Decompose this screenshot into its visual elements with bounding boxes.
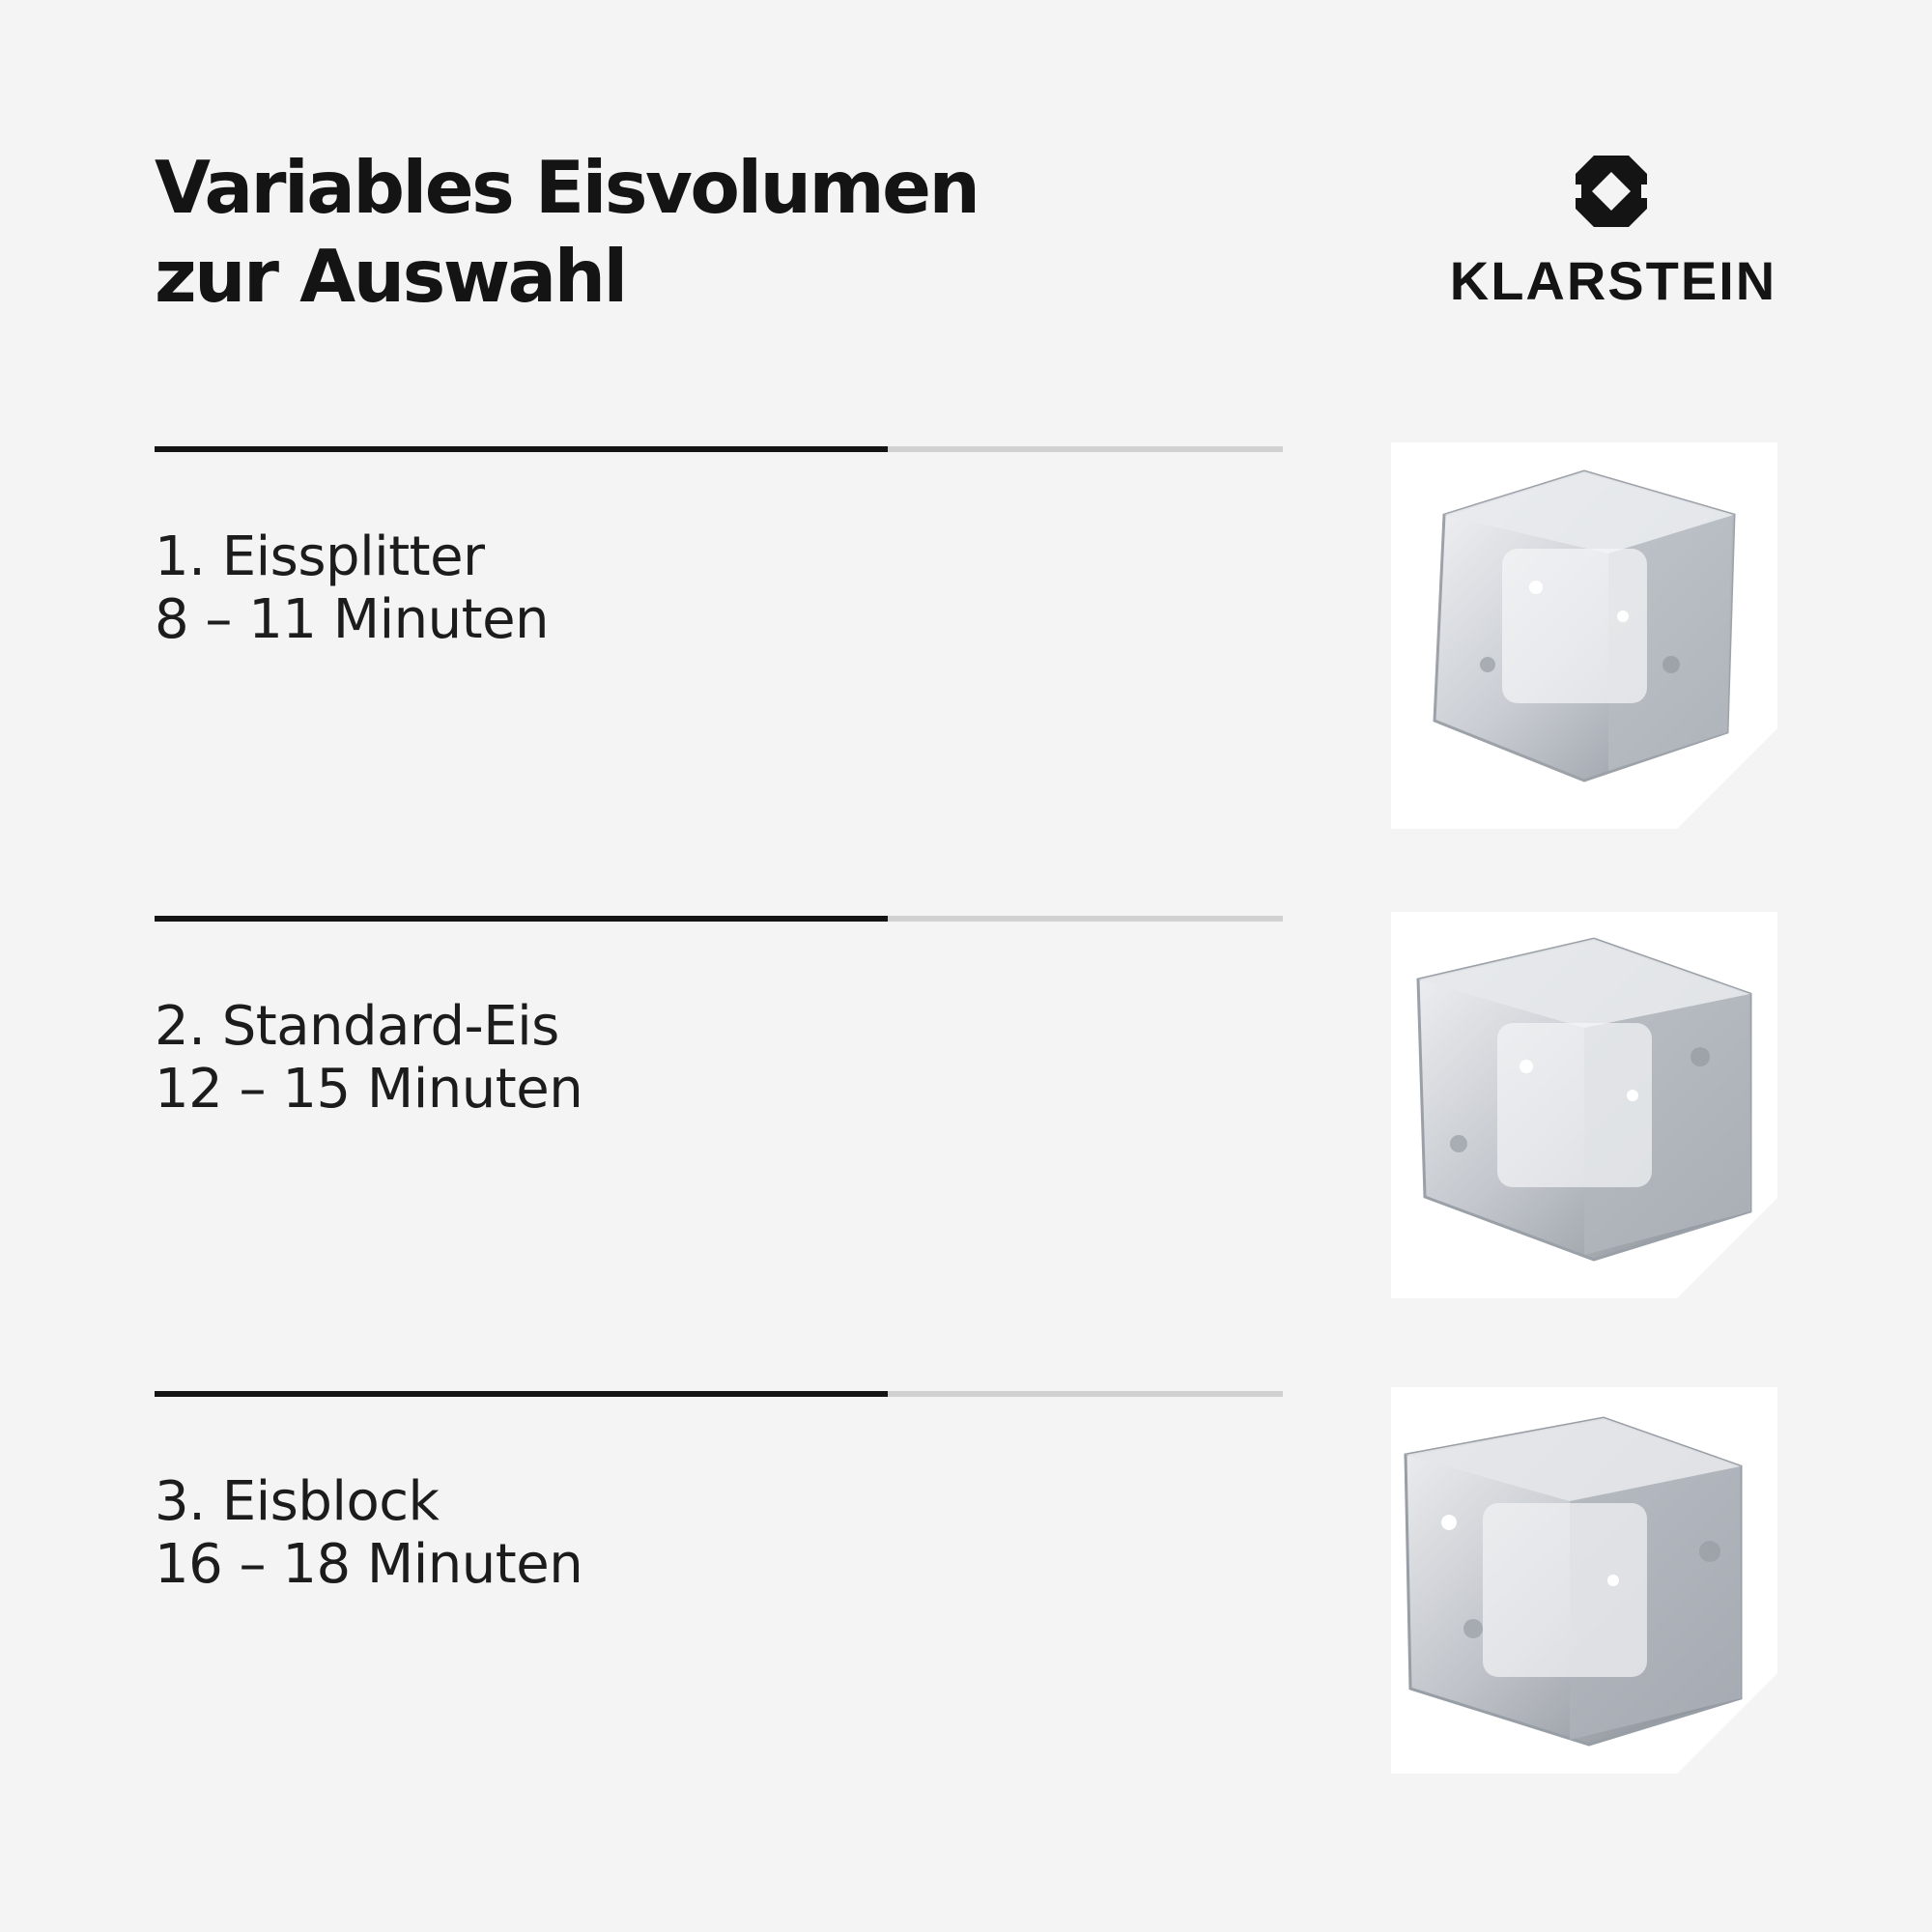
option-text	[155, 526, 549, 651]
ice-cube-icon	[1391, 1387, 1777, 1774]
option-divider	[155, 1391, 1283, 1397]
option-title: 3. Eisblock	[155, 1470, 440, 1533]
klarstein-logo-icon	[1573, 153, 1650, 230]
option-row-1	[0, 446, 1932, 852]
option-text	[155, 995, 582, 1121]
ice-cube-icon	[1391, 912, 1777, 1298]
headline	[155, 143, 978, 321]
option-divider	[155, 916, 1283, 922]
option-divider-fill	[155, 1391, 888, 1397]
option-divider	[155, 446, 1283, 452]
headline-line-1: Variables Eisvolumen	[155, 145, 979, 230]
option-text	[155, 1470, 582, 1596]
headline-line-2: zur Auswahl	[155, 234, 626, 319]
option-duration: 8 – 11 Minuten	[155, 588, 550, 651]
option-divider-fill	[155, 446, 888, 452]
option-title: 1. Eissplitter	[155, 526, 485, 588]
option-duration: 16 – 18 Minuten	[155, 1533, 583, 1596]
ice-cube-medium-image	[1391, 912, 1777, 1298]
brand-logo	[1447, 153, 1779, 311]
ice-cube-small-image	[1391, 442, 1777, 829]
option-duration: 12 – 15 Minuten	[155, 1058, 583, 1121]
option-divider-fill	[155, 916, 888, 922]
option-title: 2. Standard-Eis	[155, 995, 559, 1058]
option-row-3	[0, 1391, 1932, 1797]
brand-name: KLARSTEIN	[1449, 250, 1777, 311]
ice-cube-large-image	[1391, 1387, 1777, 1774]
option-row-2	[0, 916, 1932, 1321]
ice-cube-icon	[1391, 442, 1777, 829]
